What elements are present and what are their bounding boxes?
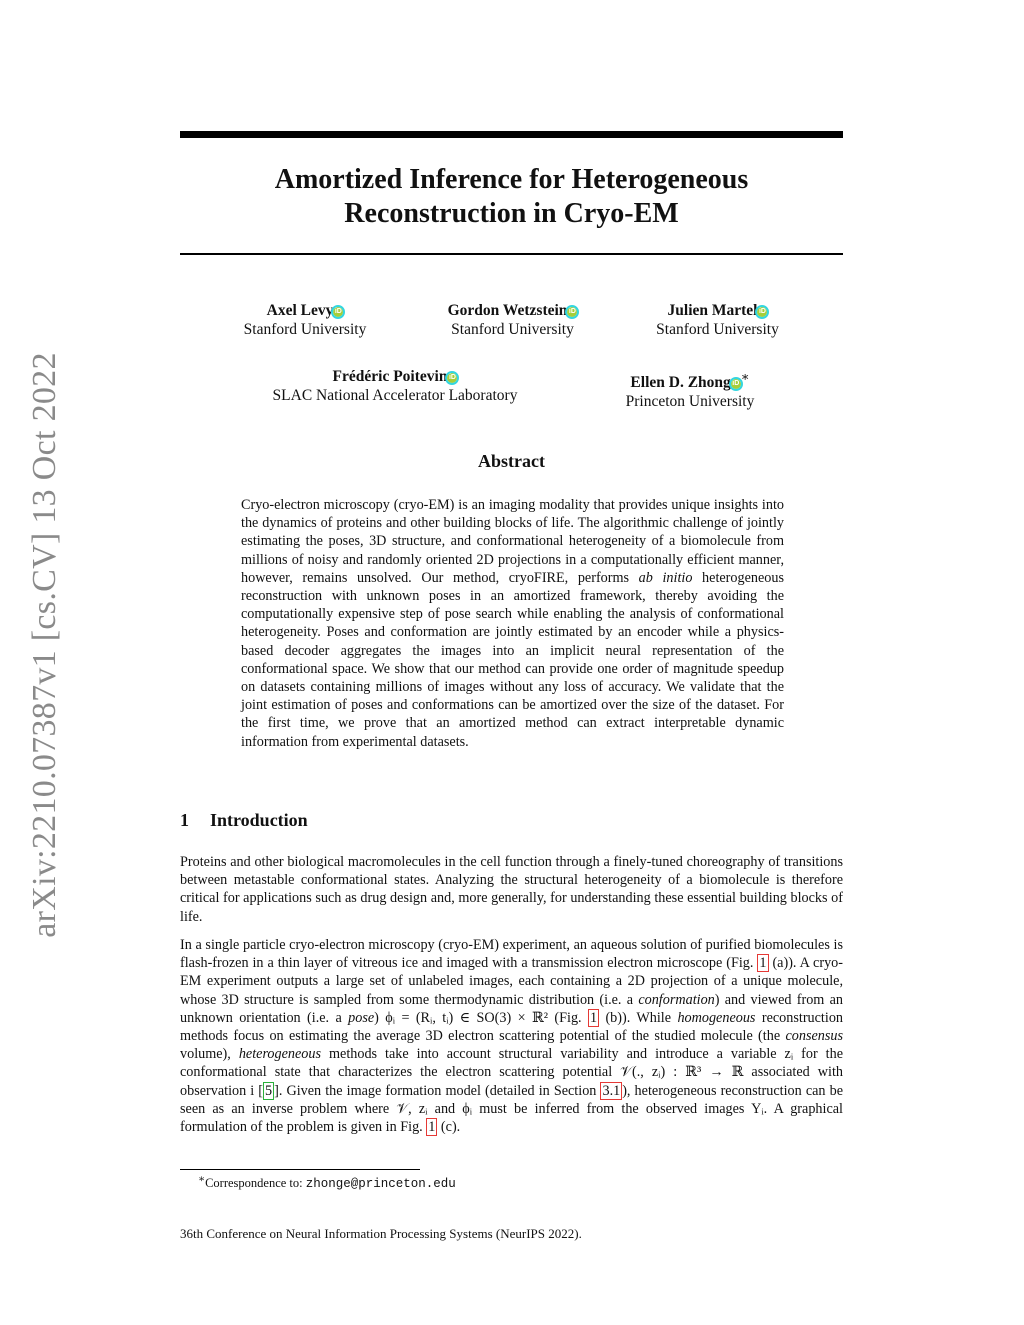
- author-block: [600, 367, 780, 411]
- author-name: Ellen D. Zhong: [630, 374, 731, 392]
- author-block: [425, 301, 600, 339]
- title-top-rule: [180, 131, 843, 138]
- footnote-mark: ∗: [740, 369, 750, 384]
- paper-title: Amortized Inference for Heterogeneous Reconstruction in Cryo-EM: [274, 164, 749, 229]
- author-name: Axel Levy: [266, 302, 334, 319]
- author-block: [220, 301, 390, 339]
- orcid-icon[interactable]: iD: [758, 308, 766, 315]
- author-affiliation: Stanford University: [656, 321, 779, 338]
- email-link[interactable]: zhonge@princeton.edu: [305, 1177, 456, 1192]
- author-name: Gordon Wetzstein: [447, 302, 568, 319]
- citation-link[interactable]: 5: [265, 1082, 273, 1099]
- author-block: [250, 367, 540, 405]
- author-affiliation: Stanford University: [243, 321, 367, 338]
- orcid-icon[interactable]: iD: [448, 374, 456, 381]
- author-name: Julien Martel: [667, 302, 758, 319]
- author-affiliation: Princeton University: [625, 393, 755, 411]
- author-affiliation: SLAC National Accelerator Laboratory: [272, 387, 518, 404]
- abstract-heading: Abstract: [478, 451, 545, 471]
- orcid-icon[interactable]: iD: [568, 308, 576, 315]
- title-bottom-rule: [180, 253, 843, 255]
- conference-note: 36th Conference on Neural Information Processing Systems (NeurIPS 2022).: [180, 1226, 582, 1241]
- intro-paragraph-1: Proteins and other biological macromolecules in the cell function through a finely-tuned choreography of transitions between metastable conformational states. Analyzing the structural heterogeneity of a biomolecule is therefore critical for applications such as drug design and, more generally, for understanding these essential building blocks of life.: [180, 854, 843, 925]
- footnote: ∗Correspondence to: zhonge@princeton.edu: [198, 1174, 456, 1192]
- figure-ref-link[interactable]: 1: [589, 1009, 598, 1026]
- orcid-icon[interactable]: iD: [334, 308, 342, 315]
- figure-ref-link[interactable]: 1: [759, 955, 767, 972]
- section-heading: 1 Introduction: [180, 810, 308, 830]
- author-block: [630, 301, 805, 339]
- abstract-body: Cryo-electron microscopy (cryo-EM) is an imaging modality that provides unique insights into the dynamics of proteins and other building blocks of life. The algorithmic challenge of jointly estimating the poses, 3D structure, and conformational heterogeneity of a biomolecule from millions of noisy and randomly oriented 2D projections in a computationally efficient manner, however, remains unsolved. Our method, cryoFIRE, performs ab initio heterogeneous reconstruction with unknown poses in an amortized framework, thereby avoiding the computationally expensive step of pose search while enabling the analysis of conformational heterogeneity. Poses and conformation are jointly estimated by an encoder while a physics-based decoder aggregates the images into an implicit neural representation of the conformational space. We show that our method can provide one order of magnitude speedup on datasets containing millions of images without any loss of accuracy. We validate that the joint estimation of poses and conformations can be amortized over the size of the dataset. For the first time, we prove that an amortized method can extract interpretable dynamic information from experimental datasets.: [241, 497, 784, 750]
- section-ref-link[interactable]: 3.1: [602, 1082, 621, 1099]
- footnote-rule: [180, 1169, 420, 1170]
- arxiv-stamp: arXiv:2210.07387v1 [cs.CV] 13 Oct 2022: [25, 352, 63, 938]
- figure-ref-link[interactable]: 1: [428, 1119, 436, 1136]
- intro-paragraph-2: In a single particle cryo-electron microscopy (cryo-EM) experiment, an aqueous solution of purified biomolecules is flash-frozen in a thin layer of vitreous ice and imaged with a transmission electron microscope (Fig. 1 (a)). A cryo-EM experiment outputs a large set of unlabeled images, each containing a 2D projection of a unique molecule, whose 3D structure is sampled from some thermodynamic distribution (i.e. a conformation) and viewed from an unknown orientation (i.e. a pose) ϕᵢ = (Rᵢ, tᵢ) ∈ SO(3) × ℝ² (Fig. 1 (b)). While homogeneous reconstruction methods focus on estimating the average 3D electron scattering potential of the studied molecule (the consensus volume), heterogeneous methods take into account structural variability and introduce a variable zᵢ for the conformational state that characterizes the electron scattering potential 𝒱(., zᵢ) : ℝ³ → ℝ associated with observation i [ 5 ]. Given the image formation model (detailed in Section 3.1 ), heterogeneous reconstruction can be seen as an inverse problem where 𝒱, zᵢ and ϕᵢ must be inferred from the observed images Yᵢ. A graphical formulation of the problem is given in Fig. 1 (c).: [180, 937, 844, 1136]
- author-affiliation: Stanford University: [451, 321, 574, 338]
- author-name: Frédéric Poitevin: [332, 368, 448, 385]
- orcid-icon[interactable]: iD: [732, 380, 740, 388]
